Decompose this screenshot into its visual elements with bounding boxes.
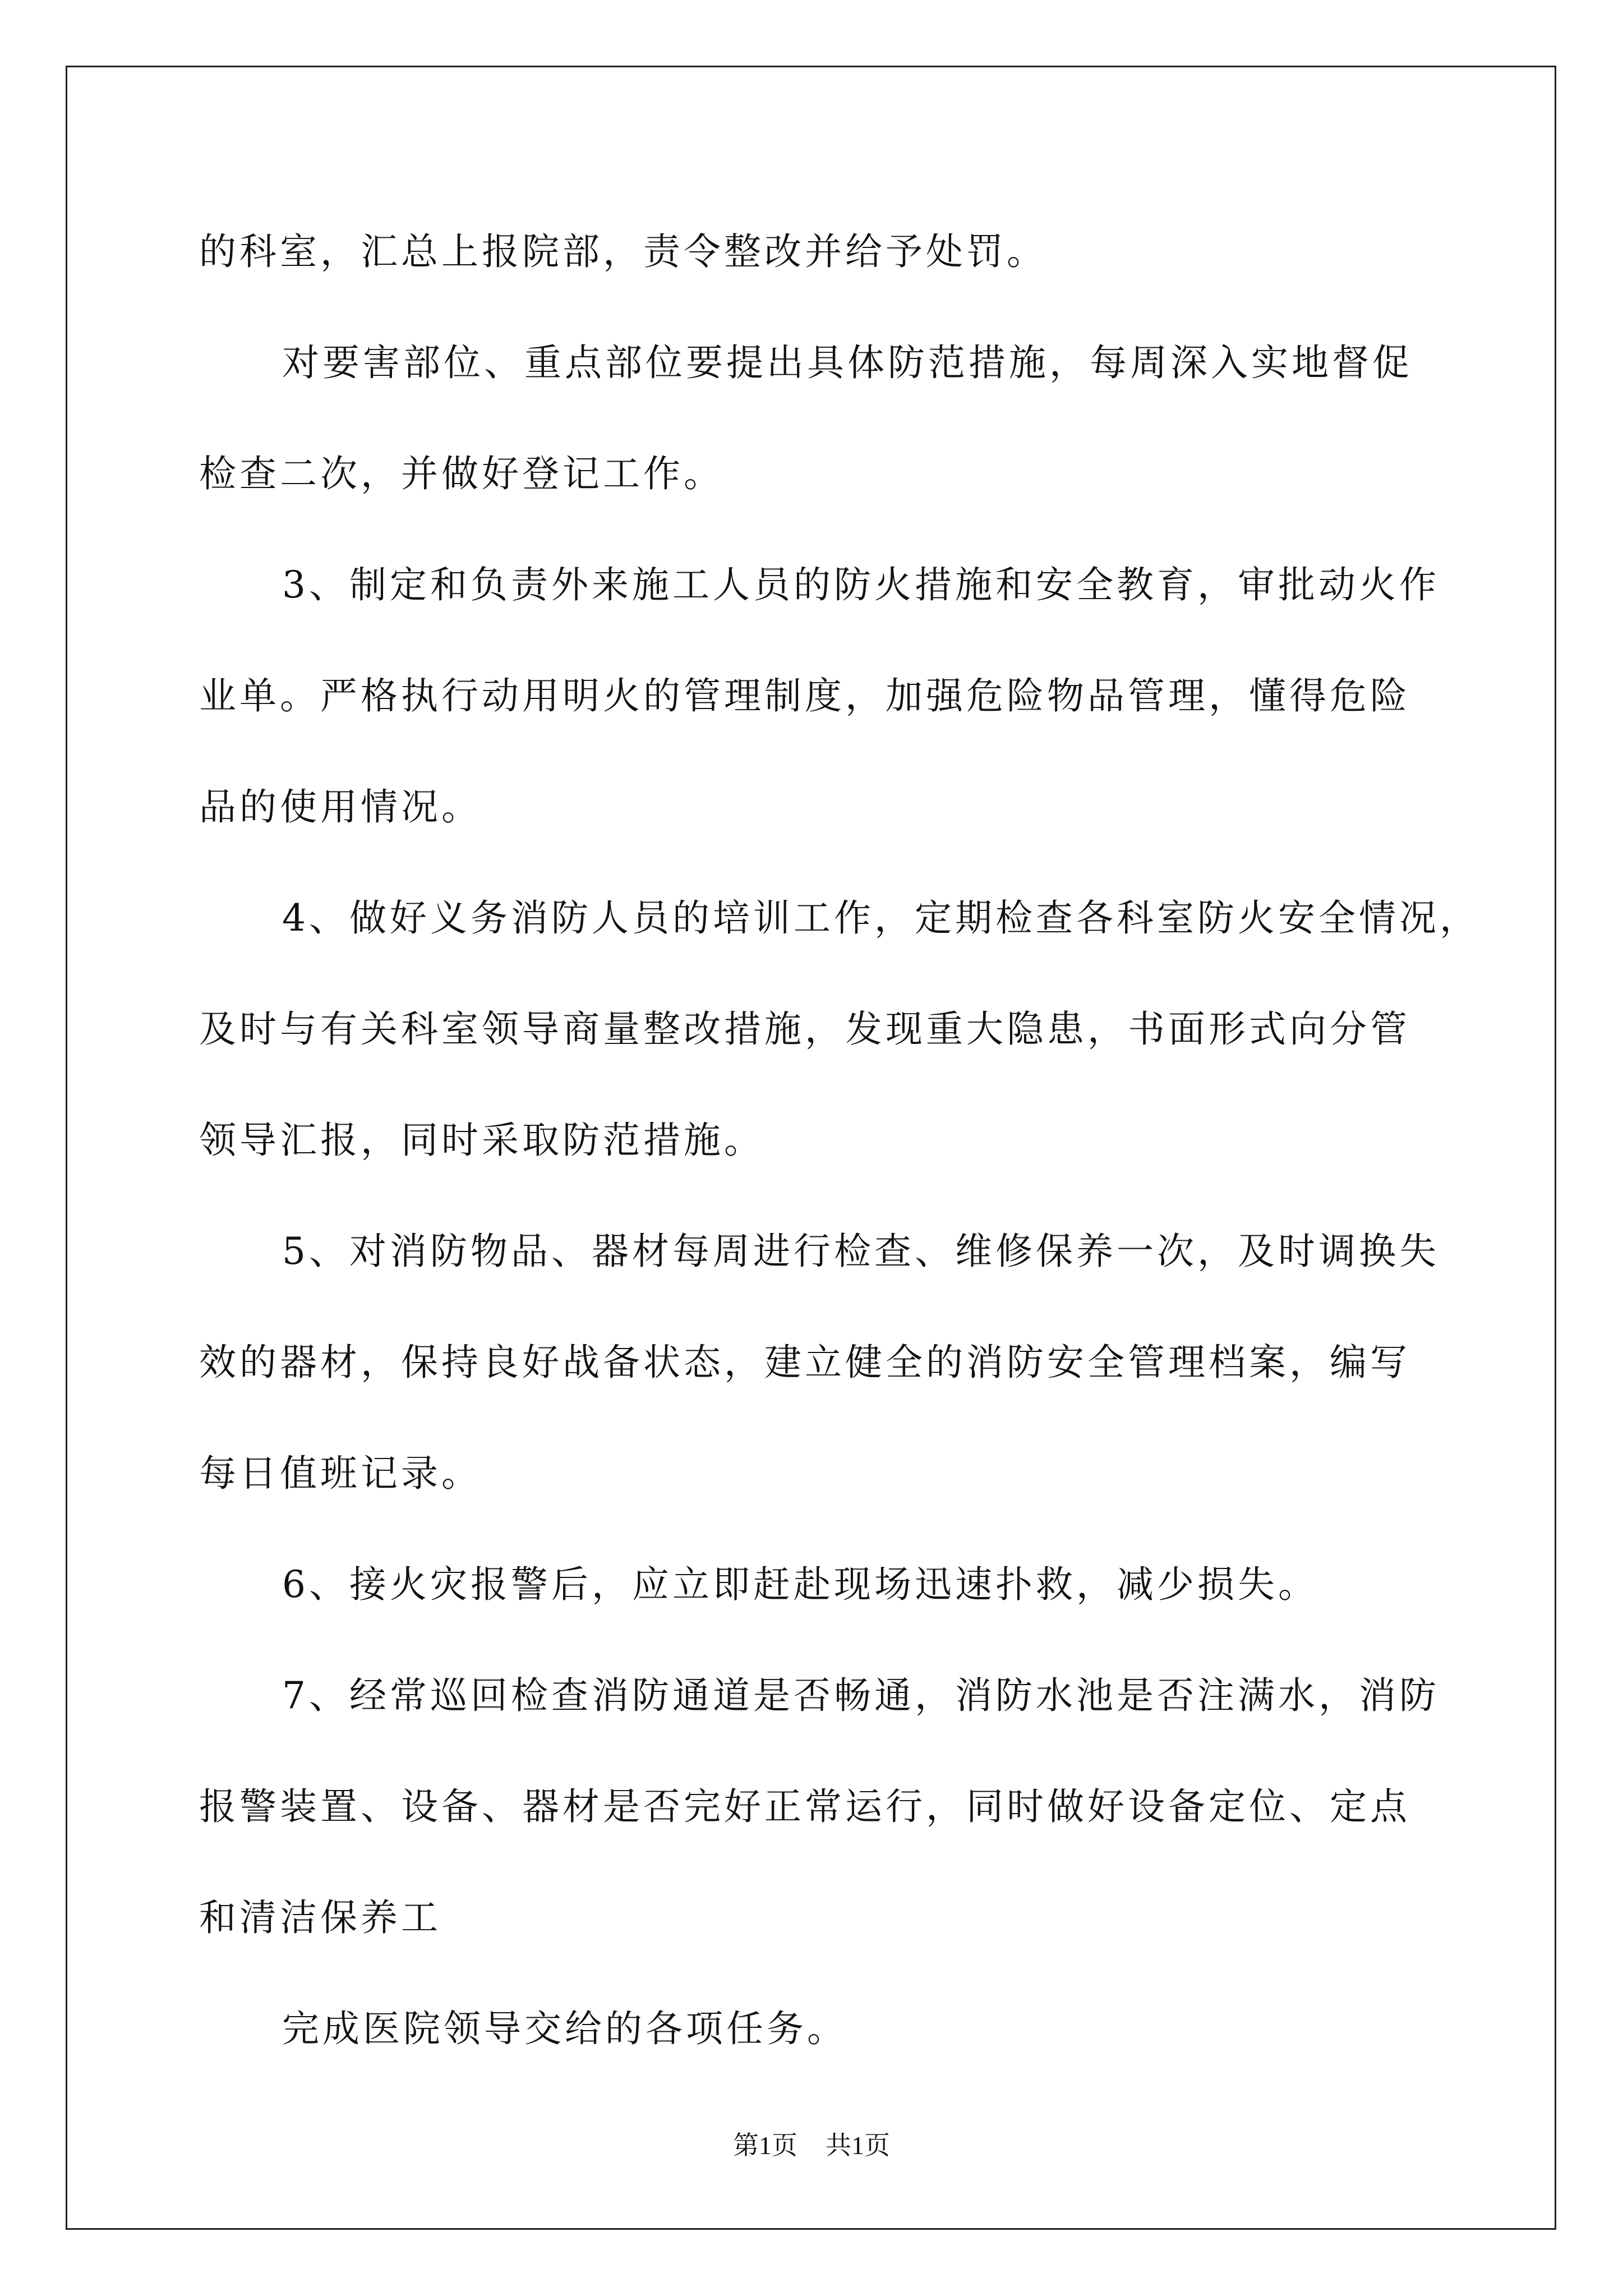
line-17: 完成医院领导交给的各项任务。 bbox=[282, 2007, 847, 2050]
line-5: 业单。严格执行动用明火的管理制度，加强危险物品管理，懂得危险 bbox=[199, 674, 1410, 717]
page-number: 第1页 bbox=[733, 2131, 797, 2160]
line-3: 检查二次，并做好登记工作。 bbox=[199, 452, 724, 495]
line-6: 品的使用情况。 bbox=[199, 785, 482, 829]
line-1: 的科室，汇总上报院部，责令整改并给予处罚。 bbox=[199, 230, 1047, 273]
line-15: 报警装置、设备、器材是否完好正常运行，同时做好设备定位、定点 bbox=[199, 1785, 1410, 1828]
document-body bbox=[199, 196, 1480, 2085]
line-8: 及时与有关科室领导商量整改措施，发现重大隐患，书面形式向分管 bbox=[199, 1007, 1410, 1051]
line-4: 3、制定和负责外来施工人员的防火措施和安全教育，审批动火作 bbox=[282, 563, 1440, 606]
line-16: 和清洁保养工 bbox=[199, 1896, 441, 1939]
line-11: 效的器材，保持良好战备状态，建立健全的消防安全管理档案，编写 bbox=[199, 1341, 1410, 1384]
line-14: 7、经常巡回检查消防通道是否畅通，消防水池是否注满水，消防 bbox=[282, 1674, 1440, 1717]
line-13: 6、接火灾报警后，应立即赶赴现场迅速扑救，减少损失。 bbox=[282, 1563, 1318, 1606]
line-9: 领导汇报，同时采取防范措施。 bbox=[199, 1119, 764, 1162]
page-total: 共1页 bbox=[826, 2131, 890, 2160]
line-2: 对要害部位、重点部位要提出具体防范措施，每周深入实地督促 bbox=[282, 341, 1413, 384]
line-7: 4、做好义务消防人员的培训工作，定期检查各科室防火安全情况， bbox=[282, 896, 1480, 940]
line-10: 5、对消防物品、器材每周进行检查、维修保养一次，及时调换失 bbox=[282, 1230, 1440, 1273]
line-12: 每日值班记录。 bbox=[199, 1452, 482, 1495]
page-footer bbox=[0, 2129, 1623, 2162]
